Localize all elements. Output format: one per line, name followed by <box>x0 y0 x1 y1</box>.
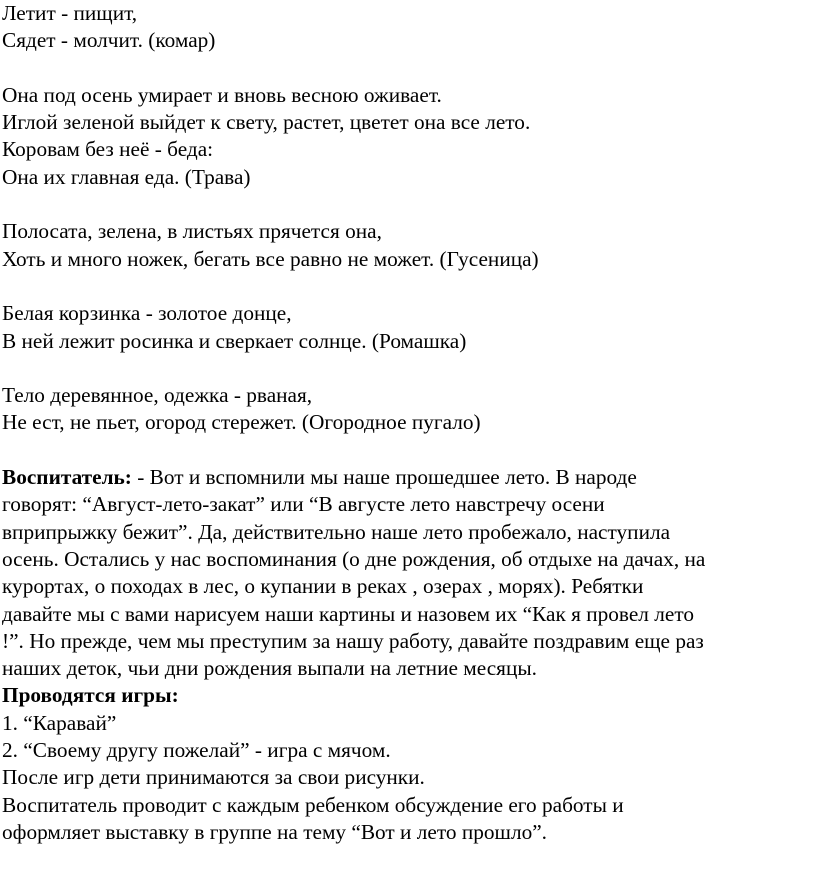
teacher-line-first <box>2 464 816 491</box>
closing-line: После игр дети принимаются за свои рисунки. <box>2 765 425 790</box>
blank-line <box>2 273 816 300</box>
teacher-line: давайте мы с вами нарисуем наши картины и назовем их “Как я провел лето <box>2 601 695 626</box>
game-item: 2. “Своему другу пожелай” - игра с мячом. <box>2 738 391 763</box>
teacher-line: курортах, о походах в лес, о купании в реках , озерах , морях). Ребятки <box>2 574 644 599</box>
games-section <box>2 682 816 764</box>
blank-line <box>2 55 816 82</box>
teacher-line: говорят: “Август-лето-закат” или “В августе лето навстречу осени <box>2 492 605 517</box>
riddle-line: Она под осень умирает и вновь весною оживает. <box>2 82 442 107</box>
teacher-line: !”. Но прежде, чем мы преступим за нашу работу, давайте поздравим еще раз <box>2 628 704 653</box>
riddle-line: Она их главная еда. (Трава) <box>2 164 251 189</box>
teacher-label: Воспитатель: <box>2 465 132 490</box>
games-heading: Проводятся игры: <box>2 683 179 708</box>
riddle-line: Белая корзинка - золотое донце, <box>2 301 292 326</box>
riddle-line: Полосата, зелена, в листьях прячется она, <box>2 219 382 244</box>
riddle-line: Коровам без неё - беда: <box>2 137 214 162</box>
riddle-2 <box>2 82 816 191</box>
teacher-paragraph <box>2 464 816 682</box>
riddle-3 <box>2 218 816 273</box>
riddle-line: Иглой зеленой выйдет к свету, растет, цветет она все лето. <box>2 110 531 135</box>
blank-line <box>2 191 816 218</box>
riddle-line: Не ест, не пьет, огород стережет. (Огородное пугало) <box>2 410 481 435</box>
closing-line: оформляет выставку в группе на тему “Вот и лето прошло”. <box>2 819 548 844</box>
blank-line <box>2 355 816 382</box>
teacher-line: вприпрыжку бежит”. Да, действительно наше лето пробежало, наступила <box>2 519 671 544</box>
riddle-line: В ней лежит росинка и сверкает солнце. (Ромашка) <box>2 328 467 353</box>
riddle-1 <box>2 0 816 55</box>
closing-paragraph <box>2 764 816 846</box>
closing-line: Воспитатель проводит с каждым ребенком обсуждение его работы и <box>2 792 624 817</box>
riddle-line: Сядет - молчит. (комар) <box>2 28 216 53</box>
blank-line <box>2 437 816 464</box>
riddle-4 <box>2 300 816 355</box>
teacher-line: наших деток, чьи дни рождения выпали на летние месяцы. <box>2 656 537 681</box>
riddle-line: Тело деревянное, одежка - рваная, <box>2 383 313 408</box>
teacher-text: - Вот и вспомнили мы наше прошедшее лето. В народе <box>131 465 637 490</box>
riddle-line: Летит - пищит, <box>2 1 138 25</box>
teacher-line: осень. Остались у нас воспоминания (о дне рождения, об отдыхе на дачах, на <box>2 546 706 571</box>
riddle-line: Хоть и много ножек, бегать все равно не может. (Гусеница) <box>2 246 539 271</box>
riddle-5 <box>2 382 816 437</box>
game-item: 1. “Каравай” <box>2 710 117 735</box>
